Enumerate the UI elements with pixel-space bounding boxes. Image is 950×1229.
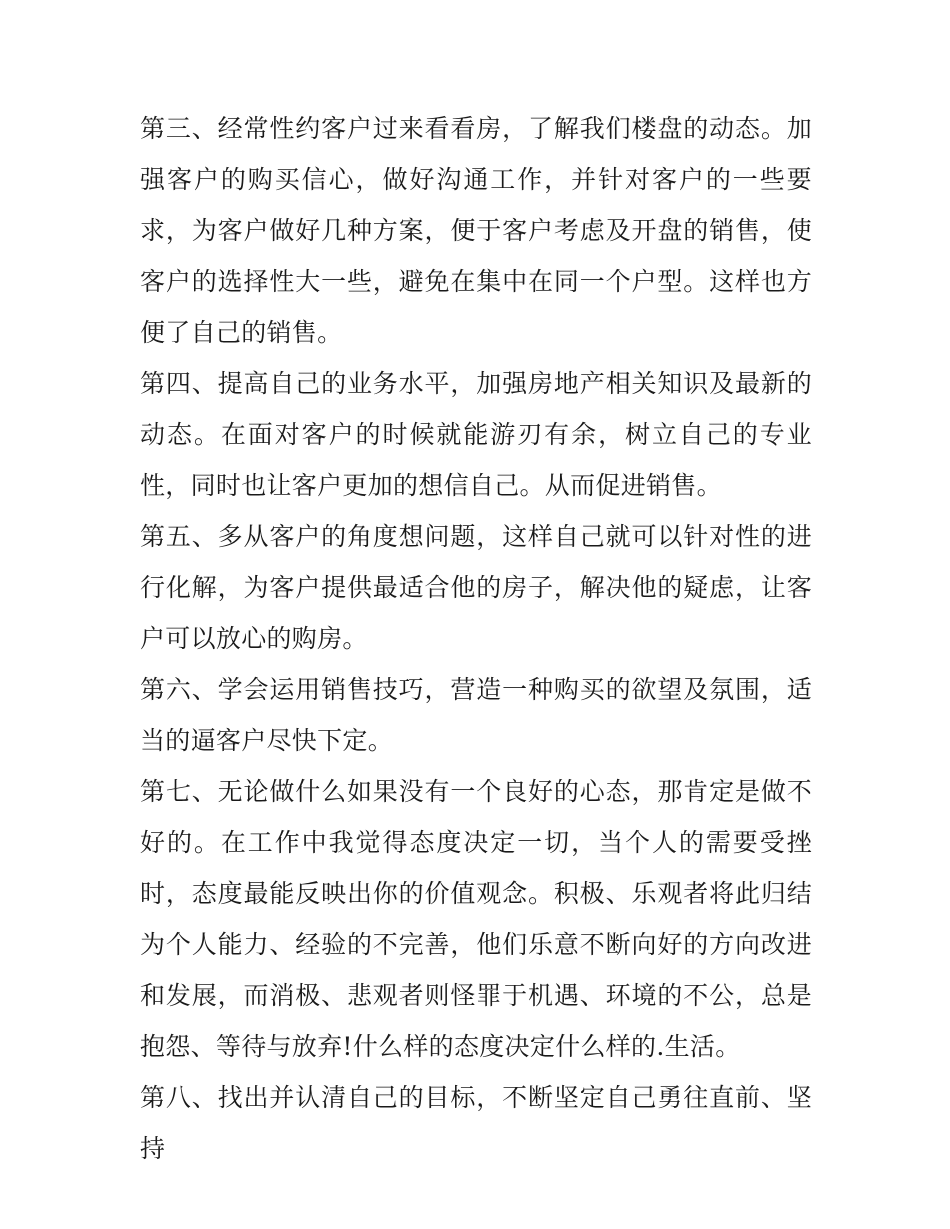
paragraph-4: 第四、提高自己的业务水平，加强房地产相关知识及最新的动态。在面对客户的时候就能游刃有余，树立自己的专业性，同时也让客户更加的想信自己。从而促进销售。	[140, 369, 812, 500]
paragraph-8: 第八、找出并认清自己的目标，不断坚定自己勇往直前、坚持	[140, 1083, 812, 1163]
paragraph-7: 第七、无论做什么如果没有一个良好的心态，那肯定是做不好的。在工作中我觉得态度决定一切，当个人的需要受挫时，态度最能反映出你的价值观念。积极、乐观者将此归结为个人能力、经验的不完善，他们乐意不断向好的方向改进和发展，而消极、悲观者则怪罪于机遇、环境的不公，总是抱怨、等待与放弃!什么样的态度决定什么样的.生活。	[140, 777, 812, 1061]
paragraph-6: 第六、学会运用销售技巧，营造一种购买的欲望及氛围，适当的逼客户尽快下定。	[140, 675, 812, 755]
paragraph-5: 第五、多从客户的角度想问题，这样自己就可以针对性的进行化解，为客户提供最适合他的房子，解决他的疑虑，让客户可以放心的购房。	[140, 522, 812, 653]
paragraph-3: 第三、经常性约客户过来看看房，了解我们楼盘的动态。加强客户的购买信心，做好沟通工作，并针对客户的一些要求，为客户做好几种方案，便于客户考虑及开盘的销售，使客户的选择性大一些，避免在集中在同一个户型。这样也方便了自己的销售。	[140, 114, 812, 347]
document-body	[140, 103, 812, 1174]
